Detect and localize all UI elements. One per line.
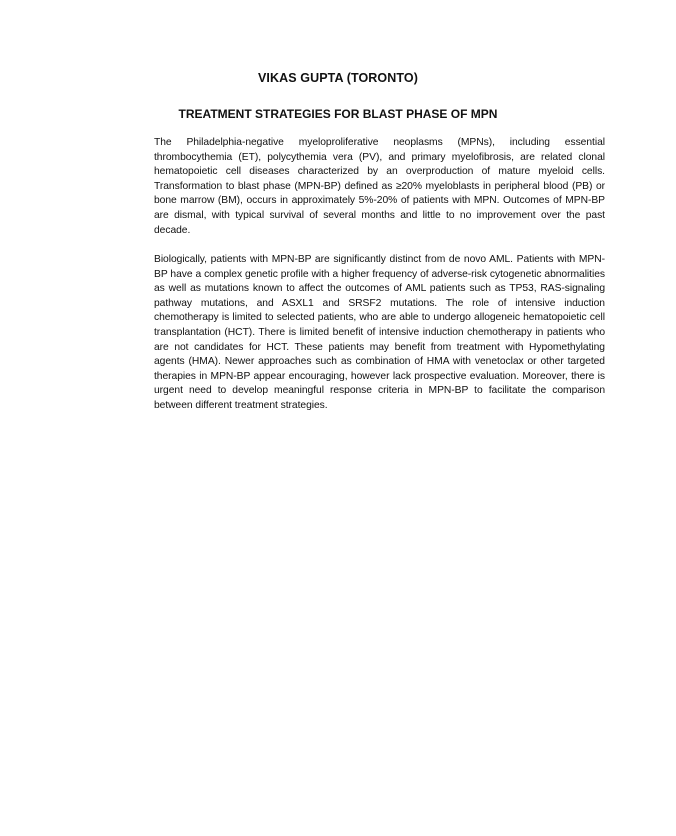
paragraph-introduction: The Philadelphia-negative myeloproliferative neoplasms (MPNs), including essential thrombocythemia (ET), polycythemia vera (PV), and primary myelofibrosis, are related clonal hematopoietic cell diseases characterized by an overproduction of mature myeloid cells. Transformation to blast phase (MPN-BP) defined as ≥20% myeloblasts in peripheral blood (PB) or bone marrow (BM), occurs in approximately 5%-20% of patients with MPN. Outcomes of MPN-BP are dismal, with typical survival of several months and little to no improvement over the past decade. (154, 137, 605, 236)
paragraph-biology-treatment: Biologically, patients with MPN-BP are significantly distinct from de novo AML. Patients with MPN-BP have a complex genetic profile with a higher frequency of adverse-risk cytogenetic abnormalities as well as mutations known to affect the outcomes of AML patients such as TP53, RAS-signaling pathway mutations, and ASXL1 and SRSF2 mutations. The role of intensive induction chemotherapy is limited to selected patients, who are able to undergo allogeneic hematopoietic cell transplantation (HCT). There is limited benefit of intensive induction chemotherapy in patients who are not candidates for HCT. These patients may benefit from treatment with Hypomethylating agents (HMA). Newer approaches such as combination of HMA with venetoclax or other targeted therapies in MPN-BP appear encouraging, however lack prospective evaluation. Moreover, there is urgent need to develop meaningful response criteria in MPN-BP to facilitate the comparison between different treatment strategies. (154, 254, 605, 411)
document-title: TREATMENT STRATEGIES FOR BLAST PHASE OF MPN (178, 107, 498, 121)
author-heading: VIKAS GUPTA (TORONTO) (258, 71, 418, 85)
